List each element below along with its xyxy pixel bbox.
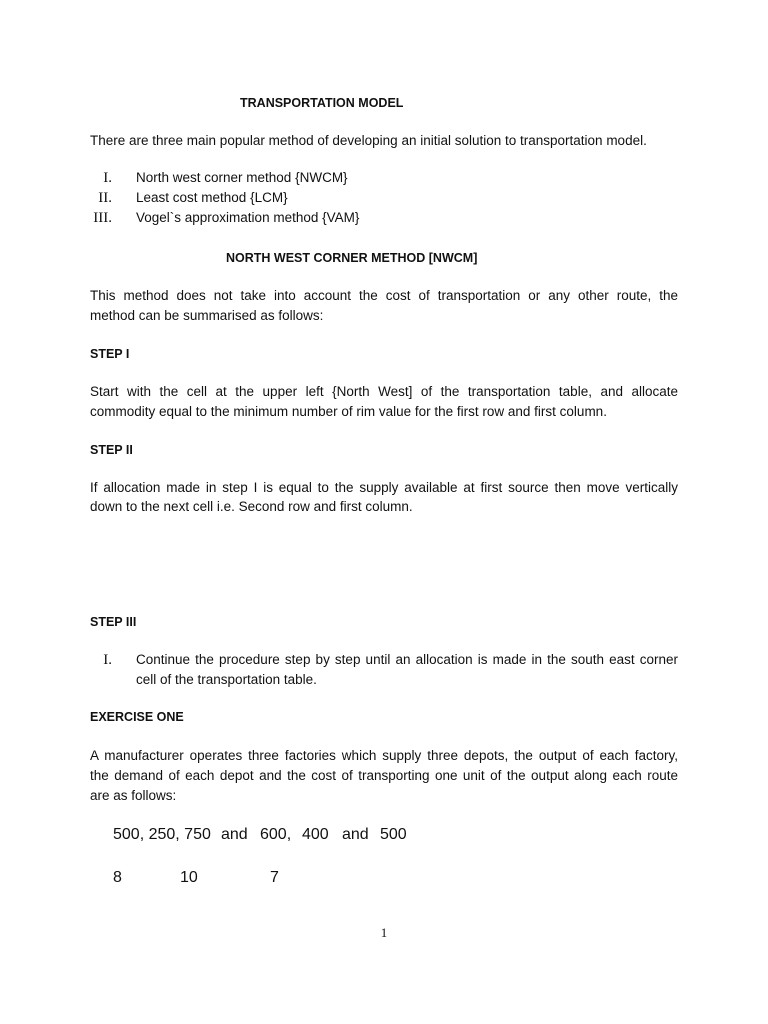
step-heading: STEP III xyxy=(90,615,137,629)
section-intro-line: This method does not take into account the cost of transportation or any other route, the xyxy=(90,288,678,303)
supply-values: 500, 250, 750 xyxy=(113,826,211,843)
list-numeral: II. xyxy=(98,190,112,206)
demand-value: 500 xyxy=(380,826,407,843)
step-heading: STEP I xyxy=(90,347,130,361)
cost-value: 10 xyxy=(180,869,198,886)
demand-value: 400 xyxy=(302,826,329,843)
cost-value: 8 xyxy=(113,869,122,886)
page-title: TRANSPORTATION MODEL xyxy=(240,96,404,110)
step-text-line: Continue the procedure step by step until an allocation is made in the south east corner xyxy=(136,652,678,667)
list-item: North west corner method {NWCM} xyxy=(136,170,348,185)
exercise-text-line: the demand of each depot and the cost of transporting one unit of the output along each route xyxy=(90,768,678,783)
intro-paragraph: There are three main popular method of developing an initial solution to transportation model. xyxy=(90,133,647,148)
list-numeral: III. xyxy=(93,210,112,226)
exercise-text-line: are as follows: xyxy=(90,788,177,803)
step-text-line: Start with the cell at the upper left {North West] of the transportation table, and allocate xyxy=(90,384,678,399)
and-word: and xyxy=(342,826,369,843)
step-text-line: cell of the transportation table. xyxy=(136,672,317,687)
list-item: Vogel`s approximation method {VAM} xyxy=(136,210,360,225)
step-text-line: down to the next cell i.e. Second row and first column. xyxy=(90,499,413,514)
cost-value: 7 xyxy=(270,869,279,886)
section-heading: NORTH WEST CORNER METHOD [NWCM] xyxy=(226,251,478,265)
step-text-line: commodity equal to the minimum number of rim value for the first row and first column. xyxy=(90,404,607,419)
list-numeral: I. xyxy=(103,652,112,668)
exercise-text-line: A manufacturer operates three factories which supply three depots, the output of each factory, xyxy=(90,748,678,763)
list-numeral: I. xyxy=(103,170,112,186)
demand-value: 600, xyxy=(260,826,292,843)
exercise-heading: EXERCISE ONE xyxy=(90,710,184,724)
step-text-line: If allocation made in step I is equal to the supply available at first source then move vertically xyxy=(90,480,678,495)
list-item: Least cost method {LCM} xyxy=(136,190,288,205)
page-number: 1 xyxy=(380,925,388,940)
and-word: and xyxy=(221,826,248,843)
section-intro-line: method can be summarised as follows: xyxy=(90,308,324,323)
step-heading: STEP II xyxy=(90,443,133,457)
